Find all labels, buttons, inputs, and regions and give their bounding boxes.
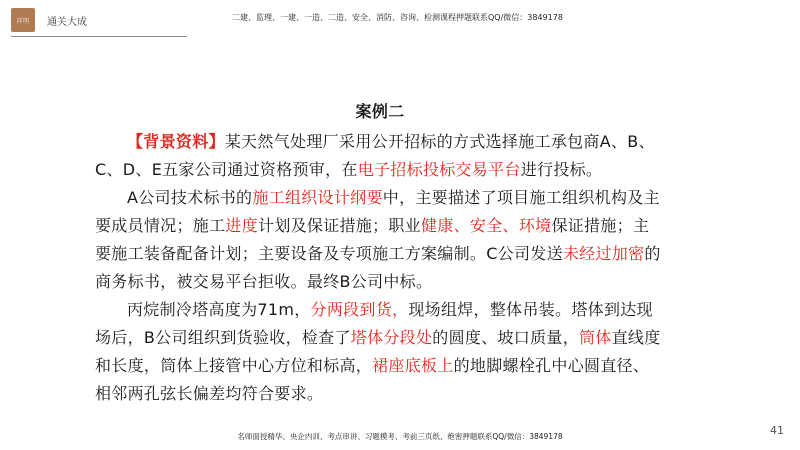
text-run: 的地脚螺栓孔中心圆直径、相邻两孔弦长偏差均符合要求。 <box>95 356 650 403</box>
page-number: 41 <box>770 424 784 437</box>
text-run: 计划及保证措施；职业 <box>258 216 422 235</box>
text-run: 中，主要描述了项目施工组织机构及主要成员情况；施工 <box>95 188 660 235</box>
text-run: A公司技术标书的 <box>127 188 253 207</box>
brand-name: 通关大成 <box>47 17 87 28</box>
highlight-run: 进度 <box>225 216 259 235</box>
highlight-run: 未经过加密 <box>562 244 645 263</box>
case-content <box>95 100 665 408</box>
highlight-run: 分两段到货， <box>310 300 409 319</box>
text-run: 丙烷制冷塔高度为71m， <box>127 300 311 319</box>
highlight-run: 健康、安全、环境 <box>421 216 552 235</box>
text-run: 直线度和长度，筒体上接管中心方位和标高， <box>95 328 661 375</box>
text-run: 现场组焊，整体吊装。塔体到达现场后，B公司组织到货验收，检查了 <box>95 300 653 347</box>
technical-bid-paragraph <box>95 184 665 296</box>
highlight-run: 裙座底板上 <box>372 356 454 375</box>
text-run: 进行投标。 <box>520 160 603 179</box>
header-contact-notice: 二建、监理、一建、一造、二造、安全、消防、咨询、检测课程押题联系QQ/微信：3849178 <box>232 13 563 22</box>
background-paragraph <box>95 128 665 184</box>
highlight-run: 电子招标投标交易平台 <box>357 160 521 179</box>
highlight-run: 塔体分段处 <box>350 328 433 347</box>
highlight-run: 筒体 <box>579 328 612 347</box>
highlight-run: 施工组织设计纲要 <box>252 188 383 207</box>
case-title: 案例二 <box>355 102 405 121</box>
text-run: 保证措施；主要施工装备配备计划；主要设备及专项施工方案编制。C公司发送 <box>95 216 650 263</box>
logo-text: 祥明 <box>16 17 30 25</box>
tower-paragraph <box>95 296 665 408</box>
footer-contact-notice: 名师面授精华、央企内训、考点串讲、习题模考、考前三页纸、绝密押题联系QQ/微信：3849178 <box>237 432 563 441</box>
text-run: 的圆度、坡口质量， <box>432 328 579 347</box>
header-divider <box>11 36 187 37</box>
text-run: 的商务标书，被交易平台拒收。最终B公司中标。 <box>95 244 661 291</box>
text-run: 某天然气处理厂采用公开招标的方式选择施工承包商A、B、C、D、E五家公司通过资格预审，在 <box>95 132 655 179</box>
background-label: 【背景资料】 <box>127 132 225 151</box>
brand-logo <box>11 8 35 32</box>
page-header <box>0 0 800 40</box>
